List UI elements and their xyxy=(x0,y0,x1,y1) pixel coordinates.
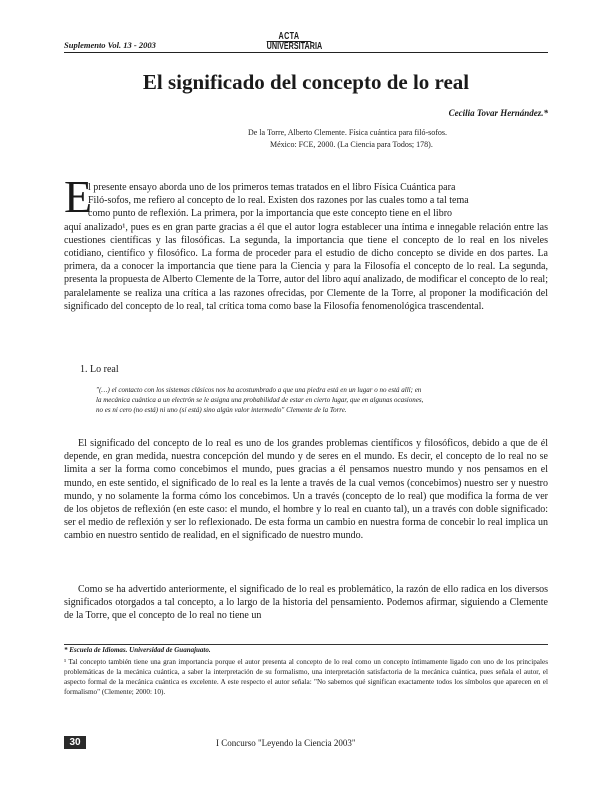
page-number: 30 xyxy=(64,736,86,749)
intro-line-2: Filó-sofos, me refiero al concepto de lo real. Existen dos razones por las cuales tomo a tal tema xyxy=(88,195,469,207)
footer-event: I Concurso "Leyendo la Ciencia 2003" xyxy=(216,738,356,748)
quote-line-3: no es ni cero (no está) ni uno (sí está) sino algún valor intermedio" Clemente de la Torre. xyxy=(96,406,347,414)
logo-line-universitaria: UNIVERSITARIA xyxy=(266,41,323,52)
section-heading: 1. Lo real xyxy=(80,364,119,375)
drop-cap: E xyxy=(64,171,93,222)
quote-line-1: "(…) el contacto con los sistemas clásicos nos ha acostumbrado a que una piedra está en un lugar o no está allí; en xyxy=(96,386,422,394)
book-reference xyxy=(248,127,548,151)
reference-line-1: De la Torre, Alberto Clemente. Física cuántica para filó-sofos. xyxy=(248,128,448,137)
affiliation-footnote: * Escuela de Idiomas. Universidad de Guanajuato. xyxy=(64,646,211,654)
footnote-divider xyxy=(64,644,548,645)
reference-line-2: México: FCE, 2000. (La Ciencia para Todos; 178). xyxy=(270,140,433,149)
article-title: El significado del concepto de lo real xyxy=(142,70,470,94)
footnote-1: ¹ Tal concepto también tiene una gran importancia porque el autor presenta al concepto de lo real como un concepto íntimamente ligado con uno de los principales problemáticas de la mecánica cuántica, a saber la interpretación de su formalismo, una interpretación satisfactoria de la mecánica cuántica, pues señala el autor, el aspecto formal de la mecánica cuántica es excelente. A este respecto el autor señala: "No sabemos qué significan exactamente todos los símbolos que aparecen en el formalismo" (Clemente; 2000: 10). xyxy=(64,658,548,696)
body-paragraph-3: Como se ha advertido anteriormente, el significado de lo real es problemático, la razón de ello radica en los diversos significados otorgados a tal concepto, a lo largo de la historia del pensamiento. Podemos afirmar, siguiendo a Clemente de la Torre, que el concepto de lo real no tiene un xyxy=(64,584,548,622)
intro-paragraph xyxy=(64,181,548,313)
intro-body: aquí analizado¹, pues es en gran parte gracias a él que el autor logra establecer una íntima e innegable relación entre las cuestiones científicas y las filosóficas. La segunda, la importancia que tiene el concepto de lo real en los niveles cotidiano, científico y filosófico. La forma de proceder para el estudio de dicho concepto se divide en dos partes. La primera, da a conocer la importancia que tiene para la Ciencia y para la Filosofía el concepto de lo real. La segunda, presenta la propuesta de Alberto Clemente de la Torre, autor del libro aquí analizado, de modificar el concepto de lo real; paralelamente se realiza una crítica a las razones ofrecidas, por Clemente de la Torre, al proponer la modificación del significado del concepto de lo real, tal crítica toma como base la Filosofía fenomenológica trascendental. xyxy=(64,221,548,312)
logo-line-acta: ACTA xyxy=(278,31,300,42)
supplement-label: Suplemento Vol. 13 - 2003 xyxy=(64,40,156,50)
intro-line-1: l presente ensayo aborda uno de los primeros temas tratados en el libro Física Cuántica para xyxy=(88,182,456,193)
body-paragraph-2: El significado del concepto de lo real es uno de los grandes problemas científicos y filosóficos, debido a que de él depende, en gran medida, nuestra concepción del mundo y de seres en el mundo. Es decir, el concepto de lo real no se limita a ser la forma como concebimos el mundo, pues gracias a él pensamos nuestro mundo y nos pensamos en el mundo, en este sentido, el significado de lo real es la lente a través de la cual vemos (concebimos) nuestro ser y nuestro mundo, y no solamente la forma cómo los concebimos. Un a través (concepto de lo real) que modifica la forma de ver de los objetos de reflexión (en este caso: el mundo, el hombre y lo real en cuanto tal), un a través con doble significado: ser el medio de reflexión y ser lo reflexionado. De esta forma un cambio en nuestra forma de concebir lo real implica un cambio en nuestro sentido de realidad, en el significado de nuestro mundo. xyxy=(64,438,548,542)
journal-logo xyxy=(266,31,323,52)
intro-line-3: como punto de reflexión. La primera, por la importancia que este concepto tiene en el libro xyxy=(88,208,453,220)
header-divider xyxy=(64,52,548,53)
quote-line-2: la mecánica cuántica a un electrón se le asigna una probabilidad de estar en cierto lugar, que en algunas ocasiones, xyxy=(96,396,424,404)
epigraph-quote xyxy=(96,385,516,415)
article-author: Cecilia Tovar Hernández.* xyxy=(448,108,548,118)
